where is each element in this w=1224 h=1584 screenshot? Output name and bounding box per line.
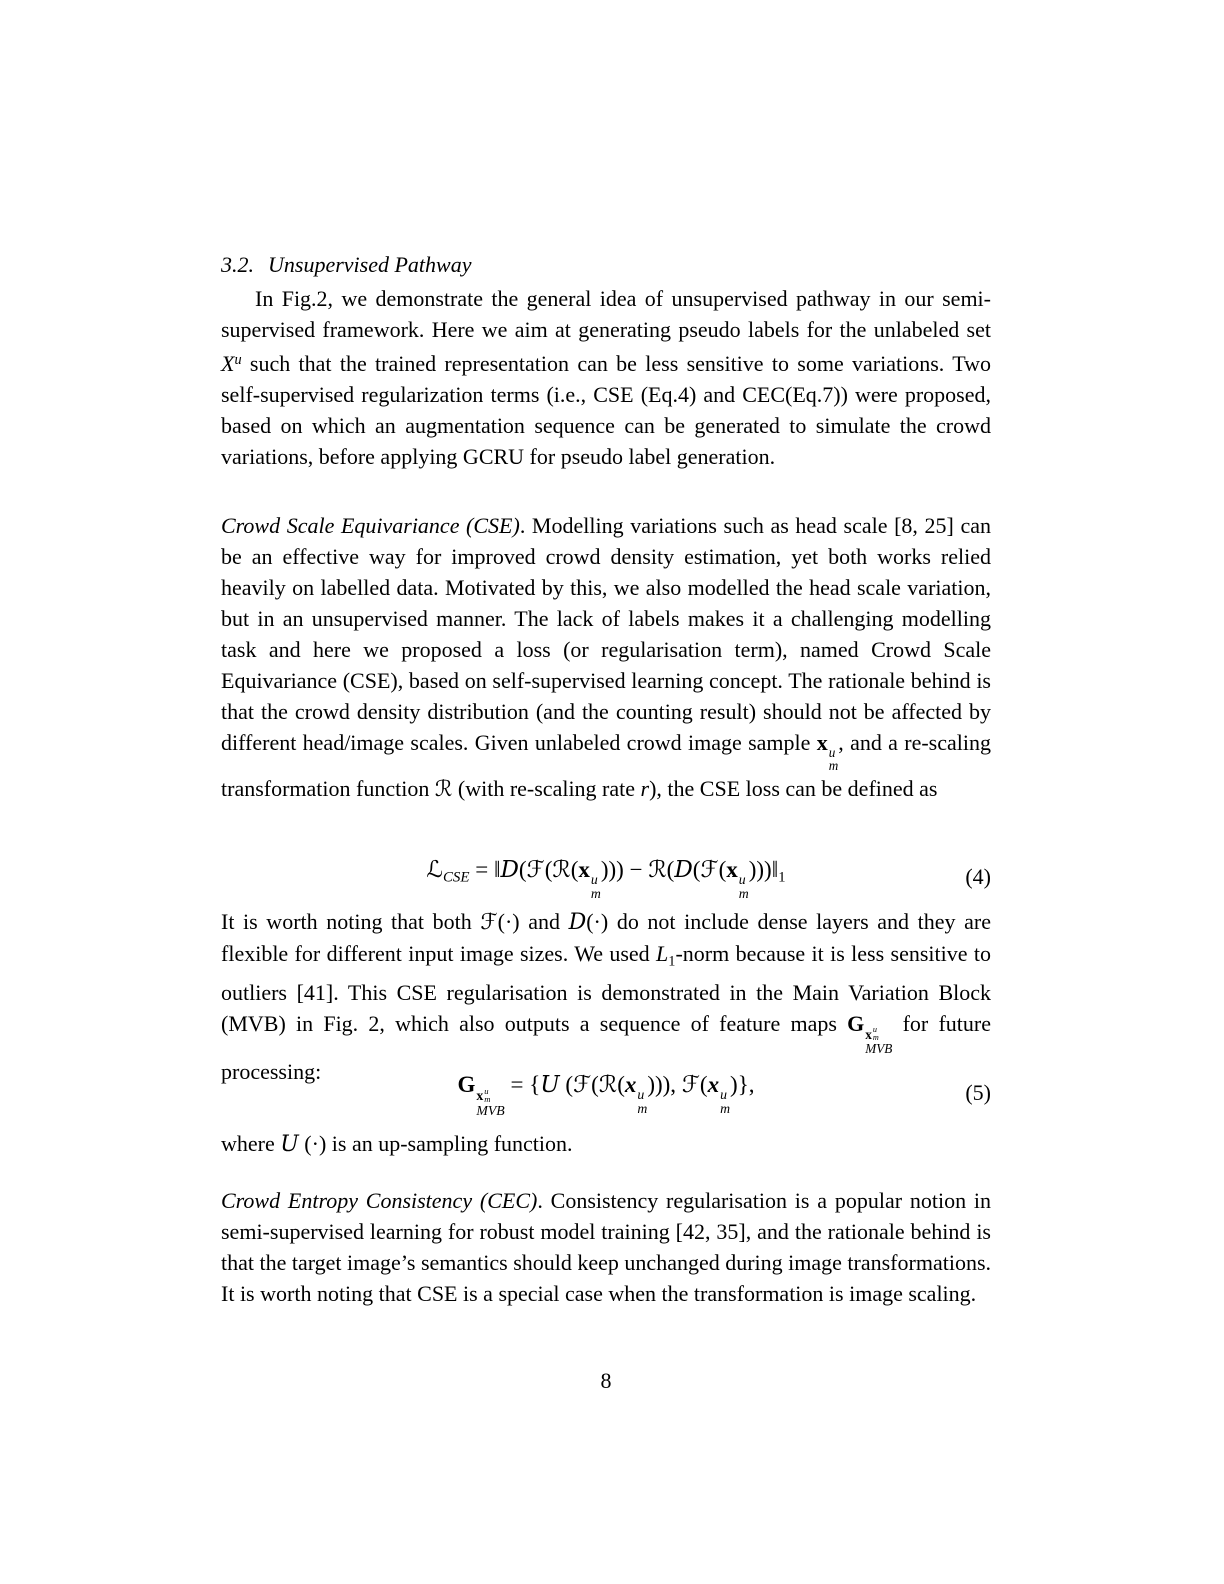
paragraph-text: for future processing: bbox=[221, 1011, 991, 1084]
inline-math-G-mvb: G x u m MVB bbox=[847, 1011, 893, 1056]
paragraph-noting bbox=[221, 906, 991, 1087]
paragraph-text: It is worth noting that both ℱ(·) and bbox=[221, 909, 569, 934]
equation-5 bbox=[221, 1068, 991, 1118]
paragraph-cse bbox=[221, 510, 991, 804]
equation-5-body: G x u m MVB = {U (ℱ(ℛ(x u m ))), ℱ(x u m )}, bbox=[457, 1072, 755, 1118]
paragraph-where bbox=[221, 1128, 991, 1160]
equation-4-body: ℒCSE = ‖D(ℱ(ℛ(x u m ))) − ℛ(D(ℱ(x u m )))‖1 bbox=[426, 857, 786, 902]
page-number: 8 bbox=[600, 1368, 612, 1393]
paragraph-text: In Fig.2, we demonstrate the general idea of unsupervised pathway in our semi-supervised framework. Here we aim at generating pseudo labels for the unlabeled set bbox=[221, 286, 991, 342]
inline-math-script-U-dot: U (·) bbox=[280, 1131, 327, 1157]
inline-math-x-u-m: x u m bbox=[816, 730, 839, 774]
paragraph-lead-cec: Crowd Entropy Consistency (CEC) bbox=[221, 1188, 538, 1213]
paragraph-text: -norm because it is less sensitive to outliers [41]. This CSE regularisation is demonstrated in the Main Variation Block (MVB) in Fig. 2, which also outputs a sequence of feature maps bbox=[221, 941, 991, 1037]
section-title: Unsupervised Pathway bbox=[268, 252, 472, 277]
equation-5-number: (5) bbox=[965, 1080, 991, 1106]
inline-math-script-X-sup-u: $X^u$ bbox=[221, 351, 242, 377]
inline-math-L1: L1 bbox=[656, 941, 676, 970]
paragraph-text: , and a re-scaling transformation function ℛ (with re-scaling rate bbox=[221, 730, 991, 802]
paragraph-lead-cse: Crowd Scale Equivariance (CSE) bbox=[221, 513, 520, 538]
paragraph-intro bbox=[221, 283, 991, 472]
paragraph-text: do not include dense layers and they are flexible for different input image sizes. We used bbox=[221, 909, 991, 966]
paragraph-text: where bbox=[221, 1131, 281, 1156]
paragraph-text: . Modelling variations such as head scale [8, 25] can be an effective way for improved crowd density estimation, yet both works relied heavily on labelled data. Motivated by this, we also modelled the head scale variation, but in an unsupervised manner. The lack of labels makes it a challenging modelling task and here we proposed a loss (or regularisation term), named Crowd Scale Equivariance (CSE), based on self-supervised learning concept. The rationale behind is that the crowd density distribution (and the counting result) should not be affected by different head/image scales. Given unlabeled crowd image sample bbox=[221, 513, 991, 755]
inline-math-script-D-dot: D(·) bbox=[568, 909, 609, 935]
paragraph-text: such that the trained representation can be less sensitive to some variations. Two self-supervised regularization terms (i.e., CSE (Eq.4) and CEC(Eq.7)) were proposed, based on which an augmentation sequence can be generated to simulate the crowd variations, before applying GCRU for pseudo label generation. bbox=[221, 351, 991, 470]
inline-math-r: r bbox=[640, 776, 650, 802]
paragraph-cec bbox=[221, 1185, 991, 1309]
section-heading bbox=[221, 249, 991, 280]
equation-4-number: (4) bbox=[965, 864, 991, 890]
equation-4 bbox=[221, 853, 991, 902]
section-number: 3.2. bbox=[221, 252, 254, 277]
paragraph-text: is an up-sampling function. bbox=[326, 1131, 573, 1156]
paragraph-text: . Consistency regularisation is a popular notion in semi-supervised learning for robust model training [42, 35], and the rationale behind is that the target image’s semantics should keep unchanged during image transformations. It is worth noting that CSE is a special case when the transformation is image scaling. bbox=[221, 1188, 991, 1306]
paragraph-text: ), the CSE loss can be defined as bbox=[649, 776, 938, 802]
